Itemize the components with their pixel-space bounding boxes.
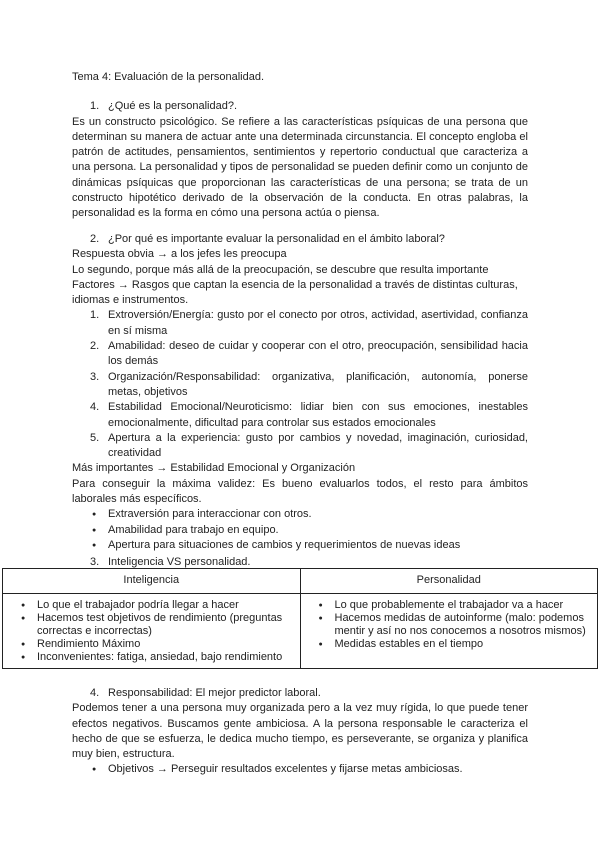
heading-text: Responsabilidad: El mejor predictor laboral.	[108, 687, 321, 699]
section-heading	[72, 99, 528, 114]
list-item: ● Hacemos test objetivos de rendimiento (preguntas correctas e incorrectas)	[7, 612, 296, 638]
heading-number: 2.	[90, 233, 100, 245]
bullet-list	[72, 507, 528, 553]
paragraph: Para conseguir la máxima validez: Es bueno evaluarlos todos, el resto para ámbitos laborales más específicos.	[72, 477, 528, 506]
list-item: ● Lo que el trabajador podría llegar a hacer	[7, 599, 296, 612]
table-header: Personalidad	[300, 569, 598, 594]
list-item: 4. Estabilidad Emocional/Neuroticismo: lidiar bien con sus emociones, inestables emocionalmente, dificultad para controlar sus estados emocionales	[90, 401, 528, 429]
bullet-list	[72, 762, 528, 777]
list-item: 1. Extroversión/Energía: gusto por el conecto por otros, actividad, asertividad, confianza en sí misma	[90, 309, 528, 337]
section-heading	[72, 686, 528, 701]
section-heading	[72, 232, 528, 247]
list-item: ● Rendimiento Máximo	[7, 638, 296, 651]
list-item-text: Amabilidad: deseo de cuidar y cooperar con el otro, preocupación, sensibilidad hacia los demás	[108, 340, 528, 368]
list-item-text: Apertura a la experiencia: gusto por cambios y novedad, imaginación, curiosidad, creatividad	[108, 431, 528, 460]
text-line: Respuesta obvia → a los jefes les preocupa	[72, 248, 287, 261]
list-item-text: Extroversión/Energía: gusto por el conecto por otros, actividad, asertividad, confianza en sí misma	[108, 309, 528, 337]
section-2	[72, 232, 528, 553]
heading-number: 3.	[90, 556, 100, 568]
list-item: 2. Amabilidad: deseo de cuidar y cooperar con el otro, preocupación, sensibilidad hacia los demás	[90, 340, 528, 368]
section-4	[72, 686, 528, 778]
heading-number: 4.	[90, 687, 100, 699]
heading-text: ¿Por qué es importante evaluar la personalidad en el ámbito laboral?	[108, 233, 445, 245]
list-item: ● Extraversión para interaccionar con otros.	[72, 507, 528, 522]
table-header: Inteligencia	[3, 569, 301, 594]
list-item: ● Lo que probablemente el trabajador va a hacer	[305, 599, 594, 612]
list-item-text: Estabilidad Emocional/Neuroticismo: lidiar bien con sus emociones, inestables emocionalmente, dificultad para controlar sus estados emocionales	[108, 401, 528, 429]
paragraph: Es un constructo psicológico. Se refiere a las características psíquicas de una persona que determinan su manera de actuar ante una determinada circunstancia. El concepto engloba el patrón de actitudes, pensamientos, sentimientos y repertorio conductual que caracteriza a una persona. La personalidad y tipos de personalidad se pueden definir como un conjunto de dinámicas psíquicas que proporcionan las características de una persona; se trata de un constructo hipotético derivado de la observación de la conducta. En otras palabras, la personalidad es la forma en cómo una persona actúa o piensa.	[72, 115, 528, 220]
factors-list	[72, 308, 528, 461]
list-item: ● Amabilidad para trabajo en equipo.	[72, 523, 528, 538]
list-item: ● Medidas estables en el tiempo	[305, 638, 594, 651]
comparison-table	[2, 568, 598, 669]
list-item: ● Objetivos → Perseguir resultados excelentes y fijarse metas ambiciosas.	[72, 762, 528, 777]
list-item: 5. Apertura a la experiencia: gusto por cambios y novedad, imaginación, curiosidad, creatividad	[90, 431, 528, 460]
heading-text: Inteligencia VS personalidad.	[108, 556, 251, 568]
list-item: 3. Organización/Responsabilidad: organizativa, planificación, autonomía, ponerse metas, objetivos	[90, 370, 528, 398]
text-line: Lo segundo, porque más allá de la preocupación, se descubre que resulta importante	[72, 263, 489, 276]
paragraph: Podemos tener a una persona muy organizada pero a la vez muy rígida, lo que puede tener efectos negativos. Buscamos gente ambiciosa. A la persona responsable le caracteriza el hecho de que se esfuerza, le dedica mucho tiempo, es perseverante, se organiza y planifica muy bien, estructura.	[72, 702, 528, 761]
list-item: ● Apertura para situaciones de cambios y requerimientos de nuevas ideas	[72, 538, 528, 553]
section-1	[72, 70, 528, 222]
table-cell	[3, 594, 301, 669]
heading-text: ¿Qué es la personalidad?.	[108, 100, 238, 113]
text-line: Más importantes → Estabilidad Emocional y Organización	[72, 462, 356, 475]
heading-number: 1.	[90, 100, 100, 113]
text-line: Factores → Rasgos que captan la esencia de la personalidad a través de distintas culturas, idiomas e instrumentos.	[72, 278, 518, 307]
table-cell	[300, 594, 598, 669]
list-item-text: Organización/Responsabilidad: organizativa, planificación, autonomía, ponerse metas, objetivos	[108, 370, 528, 398]
list-item: ● Hacemos medidas de autoinforme (malo: podemos mentir y así no nos conocemos a nosotros mismos)	[305, 612, 594, 638]
list-item: ● Inconvenientes: fatiga, ansiedad, bajo rendimiento	[7, 651, 296, 664]
document-title: Tema 4: Evaluación de la personalidad.	[72, 71, 265, 83]
